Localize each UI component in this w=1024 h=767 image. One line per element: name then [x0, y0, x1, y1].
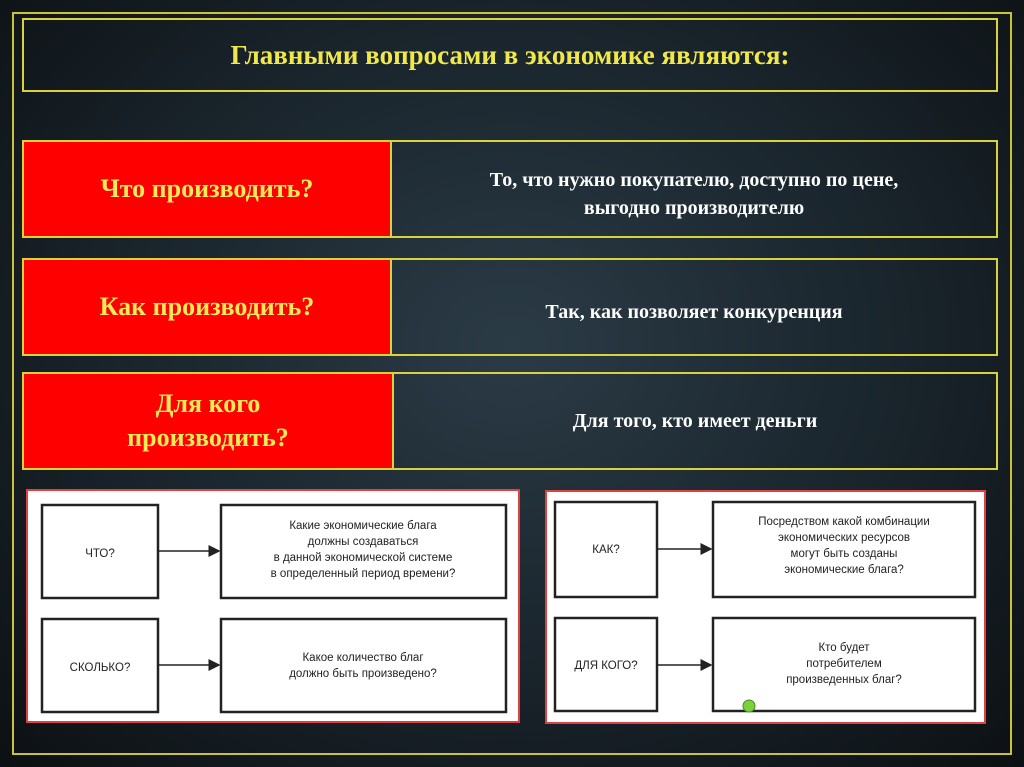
answer-line: выгодно производителю [583, 197, 805, 219]
diagram-answer-line: Кто будет [818, 642, 870, 654]
question-cell-what [24, 142, 392, 236]
diagram-answer-line: в определенный период времени? [270, 568, 456, 580]
answer-cell-how [392, 260, 996, 354]
diagram-panel-right [545, 490, 986, 724]
diagram-answer-line: потребителем [806, 658, 882, 670]
question-cell-how [24, 260, 392, 354]
diagram-question-text: СКОЛЬКО? [69, 662, 131, 674]
question-label-line: Для кого [155, 389, 261, 419]
diagram-answer-line: должно быть произведено? [289, 668, 437, 680]
question-label: Что производить? [100, 174, 314, 204]
answer-cell-for-whom [394, 374, 996, 468]
answer-line: Для того, кто имеет деньги [572, 410, 818, 432]
diagram-left-svg [28, 491, 518, 721]
diagram-question-text: КАК? [592, 544, 620, 556]
question-label: Как производить? [99, 292, 315, 322]
diagram-answer-line: Какие экономические блага [289, 520, 437, 532]
diagram-answer-line: могут быть созданы [790, 548, 898, 560]
diagram-question-text: ЧТО? [85, 548, 115, 560]
question-row-how [22, 258, 998, 356]
diagram-answer-line: Посредством какой комбинации [758, 516, 930, 528]
diagram-answer-box [221, 619, 506, 712]
answer-line: То, что нужно покупателю, доступно по цене, [489, 169, 899, 191]
question-row-for-whom [22, 372, 998, 470]
diagram-answer-line: экономические блага? [784, 564, 904, 576]
question-row-what [22, 140, 998, 238]
slide-title [22, 18, 998, 92]
question-label-line: производить? [127, 423, 289, 452]
green-dot-marker [743, 700, 755, 712]
diagram-answer-line: произведенных благ? [786, 674, 902, 686]
diagram-panel-left [26, 489, 520, 723]
diagram-answer-line: должны создаваться [307, 536, 419, 548]
answer-cell-what [392, 142, 996, 236]
slide-title-text: Главными вопросами в экономике являются: [230, 39, 790, 70]
answer-line: Так, как позволяет конкуренция [545, 301, 843, 323]
diagram-answer-line: экономических ресурсов [778, 532, 910, 544]
question-cell-for-whom [24, 374, 394, 468]
diagram-right-svg [547, 492, 984, 722]
diagram-answer-line: Какое количество благ [302, 652, 424, 664]
diagram-question-text: ДЛЯ КОГО? [574, 660, 638, 672]
diagram-answer-line: в данной экономической системе [273, 552, 453, 564]
